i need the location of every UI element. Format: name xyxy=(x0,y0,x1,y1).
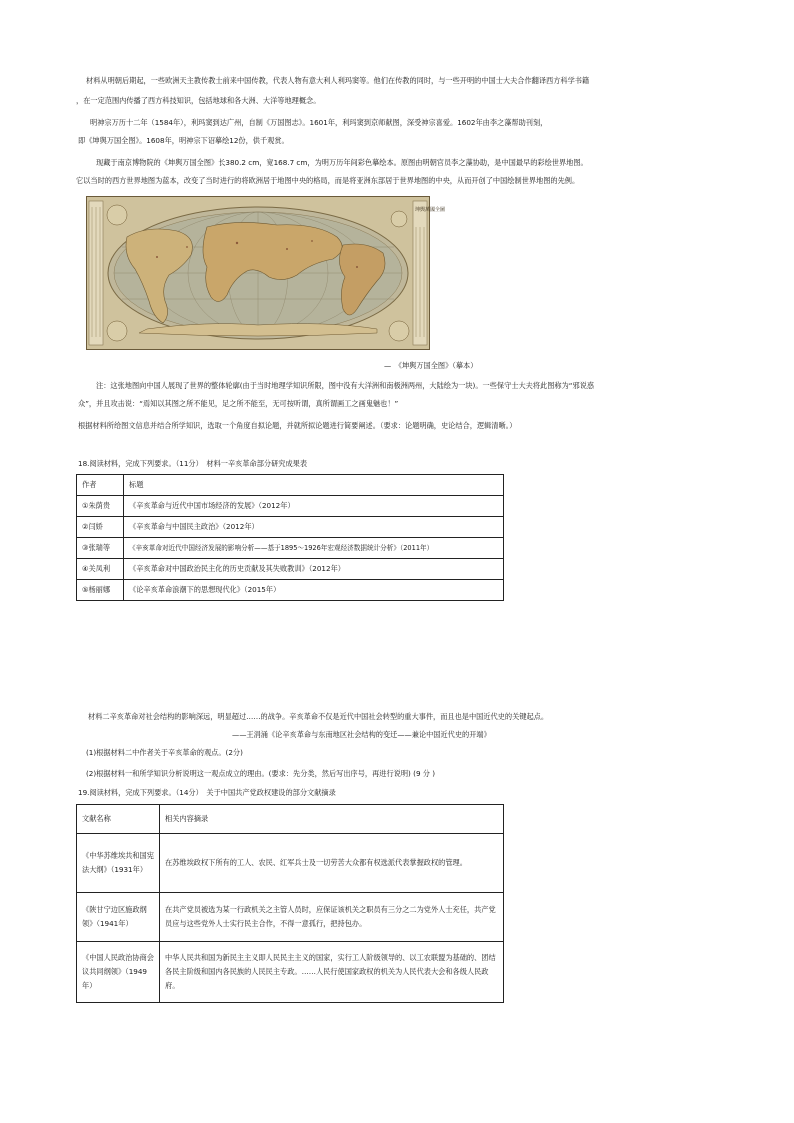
table-cell-title: 《论辛亥革命浪潮下的思想现代化》（2015年） xyxy=(124,580,504,601)
table-cell-title: 《辛亥革命与中国民主政治》（2012年） xyxy=(124,517,504,538)
table-cell-author: ④关凤利 xyxy=(77,559,124,580)
question-18-sub-2: (2)根据材料一和所学知识分析说明这一观点成立的理由。(要求：先分类，然后写出序号，再进行说明) (9 分 ) xyxy=(86,769,436,778)
table-cell-title: 《辛亥革命对中国政治民主化的历史贡献及其失败教训》（2012年） xyxy=(124,559,504,580)
world-map-image xyxy=(86,196,446,350)
table-cell-author: ⑤杨丽娜 xyxy=(77,580,124,601)
table-cell-content: 在共产党员被选为某一行政机关之主管人员时，应保证该机关之职员有三分之二为党外人士充任，共产党员应与这些党外人士实行民主合作，不得一意孤行，把持包办。 xyxy=(160,893,504,942)
table-cell-title: 《辛亥革命与近代中国市场经济的发展》（2012年） xyxy=(124,496,504,517)
table-row xyxy=(77,580,504,601)
table-header-row xyxy=(77,805,504,834)
table-cell-document: 《中国人民政治协商会议共同纲领》（1949年） xyxy=(77,942,160,1003)
table-header-row xyxy=(77,475,504,496)
map-caption: — 《坤舆万国全图》（摹本） xyxy=(384,361,478,370)
table-row xyxy=(77,834,504,893)
table-row xyxy=(77,496,504,517)
table-row xyxy=(77,893,504,942)
table-cell-document: 《中华苏维埃共和国宪法大纲》（1931年） xyxy=(77,834,160,893)
table-header-cell: 作者 xyxy=(77,475,124,496)
material-intro-line: ，在一定范围内传播了西方科技知识，包括地球和各大洲、大洋等地理概念。 xyxy=(76,96,321,105)
party-documents-table xyxy=(76,804,504,1003)
table-header-cell: 文献名称 xyxy=(77,805,160,834)
question-18-title: 18.阅读材料，完成下列要求。（11分） 材料一辛亥革命部分研究成果表 xyxy=(78,459,308,468)
table-row xyxy=(77,559,504,580)
table-cell-title: 《辛亥革命对近代中国经济发展的影响分析——基于1895～1926年宏观经济数据统计分析》（2011年） xyxy=(124,538,504,559)
note-line: 众”，并且攻击说：“焉知以其图之所不能见，足之所不能至，无可按听谓，真所谓画工之画鬼魅也！” xyxy=(78,399,399,408)
question-18-sub-1: (1)根据材料二中作者关于辛亥革命的观点。(2分) xyxy=(86,748,243,757)
table-header-cell: 标题 xyxy=(124,475,504,496)
table-row xyxy=(77,538,504,559)
map-side-title: 坤輿萬國全圖 xyxy=(415,207,446,213)
material-intro-line: 它以当时的西方世界地图为蓝本，改变了当时进行的将欧洲居于地图中央的格局，而是将亚洲东部居于世界地图的中央，从而开创了中国绘制世界地图的先例。 xyxy=(76,176,580,185)
table-cell-content: 在苏维埃政权下所有的工人、农民、红军兵士及一切劳苦大众都有权选派代表掌握政权的管理。 xyxy=(160,834,504,893)
table-header-cell: 相关内容摘录 xyxy=(160,805,504,834)
question-19-title: 19.阅读材料，完成下列要求。（14分） 关于中国共产党政权建设的部分文献摘录 xyxy=(78,788,336,797)
material-two-source: ——王涓涌《论辛亥革命与东南地区社会结构的变迁——兼论中国近代史的开端》 xyxy=(232,730,491,739)
material-intro-line: 材料从明朝后期起，一些欧洲天主教传教士前来中国传教，代表人物有意大利人利玛窦等。他们在传教的同时，与一些开明的中国士大夫合作翻译西方科学书籍 xyxy=(86,76,590,85)
material-intro-line: 明神宗万历十二年（1584年），利玛窦到达广州，自制《万国图志》。1601年，利玛窦到京师献图，深受神宗喜爱。1602年由李之藻帮助刊刻， xyxy=(90,118,548,127)
table-cell-document: 《陕甘宁边区施政纲领》（1941年） xyxy=(77,893,160,942)
material-two-text: 材料二辛亥革命对社会结构的影响深远，明显超过……的战争。辛亥革命不仅是近代中国社会转型的重大事件，而且也是中国近代史的关键起点。 xyxy=(88,712,549,721)
world-map-drawing xyxy=(87,197,446,349)
question-17-prompt: 根据材料所给图文信息并结合所学知识，选取一个角度自拟论题，并就所拟论题进行简要阐述。（要求：论题明确，史论结合，逻辑清晰。） xyxy=(78,421,517,430)
table-cell-author: ②闫娇 xyxy=(77,517,124,538)
table-cell-content: 中华人民共和国为新民主主义即人民民主主义的国家，实行工人阶级领导的、以工农联盟为基础的、团结各民主阶级和国内各民族的人民民主专政。……人民行使国家政权的机关为人民代表大会和各级人民政府。 xyxy=(160,942,504,1003)
table-row xyxy=(77,942,504,1003)
table-cell-author: ③张瑞等 xyxy=(77,538,124,559)
table-cell-author: ①朱荫贵 xyxy=(77,496,124,517)
note-line: 注：这张地图向中国人展现了世界的整体轮廓(由于当时地理学知识所限，图中没有大洋洲和南极洲两州，大陆绘为一块)。一些保守士大夫将此图称为“邪说惑 xyxy=(96,381,595,390)
table-row xyxy=(77,517,504,538)
research-results-table xyxy=(76,474,504,601)
material-intro-line: 即《坤舆万国全图》。1608年，明神宗下诏摹绘12份，供千观赏。 xyxy=(78,136,289,145)
material-intro-line: 现藏于南京博物院的《坤舆万国全图》长380.2 cm，宽168.7 cm，为明万历年间彩色摹绘本。原图由明朝官员李之藻协助，是中国最早的彩绘世界地图。 xyxy=(96,158,588,167)
